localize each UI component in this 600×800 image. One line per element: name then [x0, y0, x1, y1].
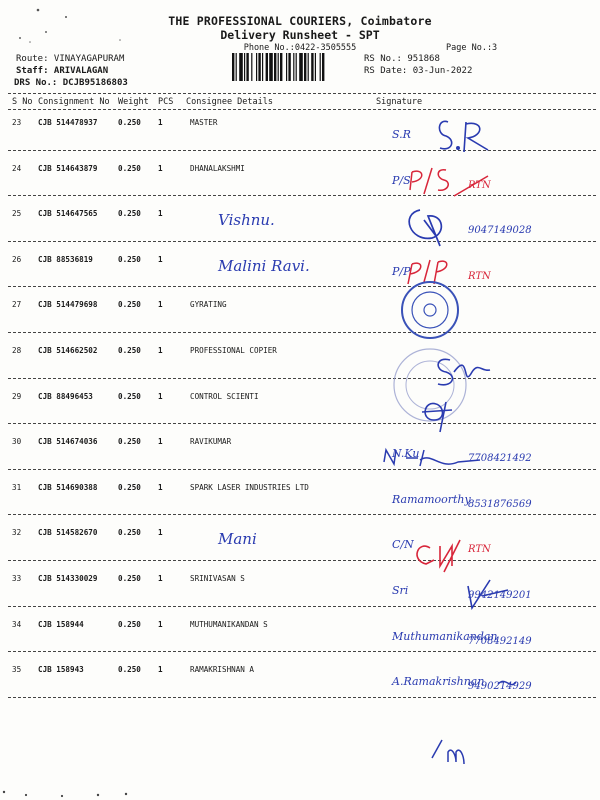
- row-pcs: 1: [158, 437, 163, 447]
- row-weight: 0.250: [118, 619, 141, 629]
- row-sno: 33: [12, 574, 22, 583]
- row-pcs: 1: [158, 300, 163, 310]
- row-consignment-no: CJB 514643879: [38, 163, 98, 173]
- row-sno: 26: [12, 254, 22, 264]
- stamp-gyrating: [402, 282, 458, 338]
- row-consignment-no: CJB 158944: [38, 619, 84, 629]
- row-sno: 34: [12, 619, 22, 629]
- row-weight: 0.250: [118, 300, 141, 310]
- row-signature-text: A.Ramakrishnan: [392, 675, 485, 689]
- row-consignment-no: CJB 514647565: [38, 209, 98, 219]
- signature-row-35: [498, 681, 516, 684]
- row-consignment-no: CJB 514690388: [38, 482, 98, 492]
- row-weight: 0.250: [118, 391, 141, 401]
- row-pcs: 1: [158, 346, 163, 355]
- row-pcs: 1: [158, 665, 163, 675]
- row-weight: 0.250: [118, 209, 141, 219]
- row-consignment-no: CJB 514662502: [38, 346, 98, 355]
- row-consignee: MASTER: [190, 118, 218, 127]
- row-sno: 31: [12, 482, 22, 492]
- row-handwritten-name: Mani: [218, 530, 257, 549]
- col-header-signature: Signature: [376, 97, 423, 107]
- row-weight: 0.250: [118, 482, 141, 492]
- row-weight: 0.250: [118, 254, 141, 264]
- row-handwritten-name: Malini Ravi.: [218, 256, 310, 275]
- row-consignment-no: CJB 88496453: [38, 391, 93, 401]
- row-signature-text: P/P: [392, 264, 411, 278]
- signature-row-23: [439, 121, 488, 152]
- row-consignment-no: CJB 514330029: [38, 574, 98, 583]
- row-consignee: CONTROL SCIENTI: [190, 391, 259, 401]
- row-weight: 0.250: [118, 437, 141, 447]
- col-header-consignee: Consignee Details: [186, 97, 273, 107]
- row-signature-note: RTN: [468, 544, 491, 556]
- row-signature-text: Ramamoorthy: [392, 492, 471, 506]
- col-header-sno: S No: [12, 97, 33, 107]
- col-header-weight: Weight: [118, 97, 149, 107]
- row-consignment-no: CJB 514478937: [38, 118, 98, 127]
- rs-date: RS Date: 03-Jun-2022: [364, 66, 473, 76]
- signature-row-32: [417, 540, 460, 572]
- rs-number: RS No.: 951868: [364, 54, 440, 64]
- row-weight: 0.250: [118, 346, 141, 355]
- row-signature-note: 7708421492: [468, 453, 532, 465]
- row-consignee: DHANALAKSHMI: [190, 163, 245, 173]
- row-sno: 25: [12, 209, 22, 219]
- row-consignment-no: CJB 158943: [38, 665, 84, 675]
- row-signature-note: 9942149201: [468, 590, 532, 601]
- row-sno: 24: [12, 163, 22, 173]
- row-consignee: SRINIVASAN S: [190, 574, 245, 583]
- row-weight: 0.250: [118, 665, 141, 675]
- row-signature-text: S.R: [392, 128, 411, 141]
- stamp-control-scientific: [394, 349, 466, 421]
- row-consignment-no: CJB 514674036: [38, 437, 98, 447]
- row-consignment-no: CJB 88536819: [38, 254, 93, 264]
- route-label: Route: VINAYAGAPURAM: [16, 54, 125, 64]
- row-signature-text: Sri: [392, 584, 409, 597]
- row-signature-text: P/S: [392, 173, 411, 187]
- row-signature-note: 8531876569: [468, 498, 532, 510]
- col-header-pcs: PCS: [158, 97, 174, 107]
- row-signature-text: C/N: [392, 538, 414, 552]
- row-signature-note: 7708492149: [468, 635, 532, 647]
- row-consignee: RAMAKRISHNAN A: [190, 665, 255, 675]
- signature-row-25: [409, 210, 441, 246]
- row-sno: 28: [12, 346, 22, 355]
- staff-label: Staff: ARIVALAGAN: [16, 66, 109, 76]
- row-sno: 23: [12, 118, 22, 127]
- signature-row-24: [410, 168, 488, 196]
- row-consignee: SPARK LASER INDUSTRIES LTD: [190, 482, 309, 492]
- row-pcs: 1: [158, 574, 163, 583]
- row-consignment-no: CJB 514479698: [38, 300, 98, 310]
- row-pcs: 1: [158, 619, 163, 629]
- row-sno: 35: [12, 665, 22, 675]
- row-weight: 0.250: [118, 528, 141, 538]
- row-consignment-no: CJB 514582670: [38, 528, 98, 538]
- row-pcs: 1: [158, 163, 163, 173]
- row-weight: 0.250: [118, 163, 141, 173]
- row-sno: 32: [12, 528, 22, 538]
- row-sno: 29: [12, 391, 22, 401]
- signature-row-26: [408, 260, 447, 284]
- page-number: Page No.:3: [446, 43, 498, 53]
- row-sno: 30: [12, 437, 22, 447]
- col-header-consignment: Consignment No: [38, 97, 110, 107]
- signature-row-33: [468, 580, 508, 608]
- row-consignee: PROFESSIONAL COPIER: [190, 346, 277, 355]
- row-sno: 27: [12, 300, 22, 310]
- row-pcs: 1: [158, 482, 163, 492]
- row-weight: 0.250: [118, 118, 141, 127]
- row-pcs: 1: [158, 391, 163, 401]
- row-handwritten-name: Vishnu.: [218, 211, 275, 230]
- signature-row-30: [384, 450, 480, 466]
- row-weight: 0.250: [118, 574, 141, 583]
- document-subtitle: Delivery Runsheet - SPT: [220, 28, 380, 42]
- row-consignee: GYRATING: [190, 300, 227, 310]
- row-pcs: 1: [158, 118, 163, 127]
- row-signature-text: N.Ku: [392, 447, 420, 461]
- row-consignee: RAVIKUMAR: [190, 437, 232, 447]
- row-pcs: 1: [158, 209, 163, 219]
- stray-mark: [432, 740, 464, 764]
- row-signature-text: Muthumanikandan: [392, 629, 498, 643]
- drs-number: DRS No.: DCJB95186803: [14, 78, 128, 88]
- row-signature-note: 9490214929: [468, 681, 532, 693]
- row-signature-note: RTN: [468, 270, 491, 282]
- row-signature-note: RTN: [468, 179, 491, 191]
- row-pcs: 1: [158, 254, 163, 264]
- row-signature-note: 9047149028: [468, 225, 532, 237]
- row-consignee: MUTHUMANIKANDAN S: [190, 619, 268, 629]
- row-pcs: 1: [158, 528, 163, 538]
- phone-number: Phone No.:0422-3505555: [243, 43, 357, 53]
- document-title: THE PROFESSIONAL COURIERS, Coimbatore: [168, 14, 432, 28]
